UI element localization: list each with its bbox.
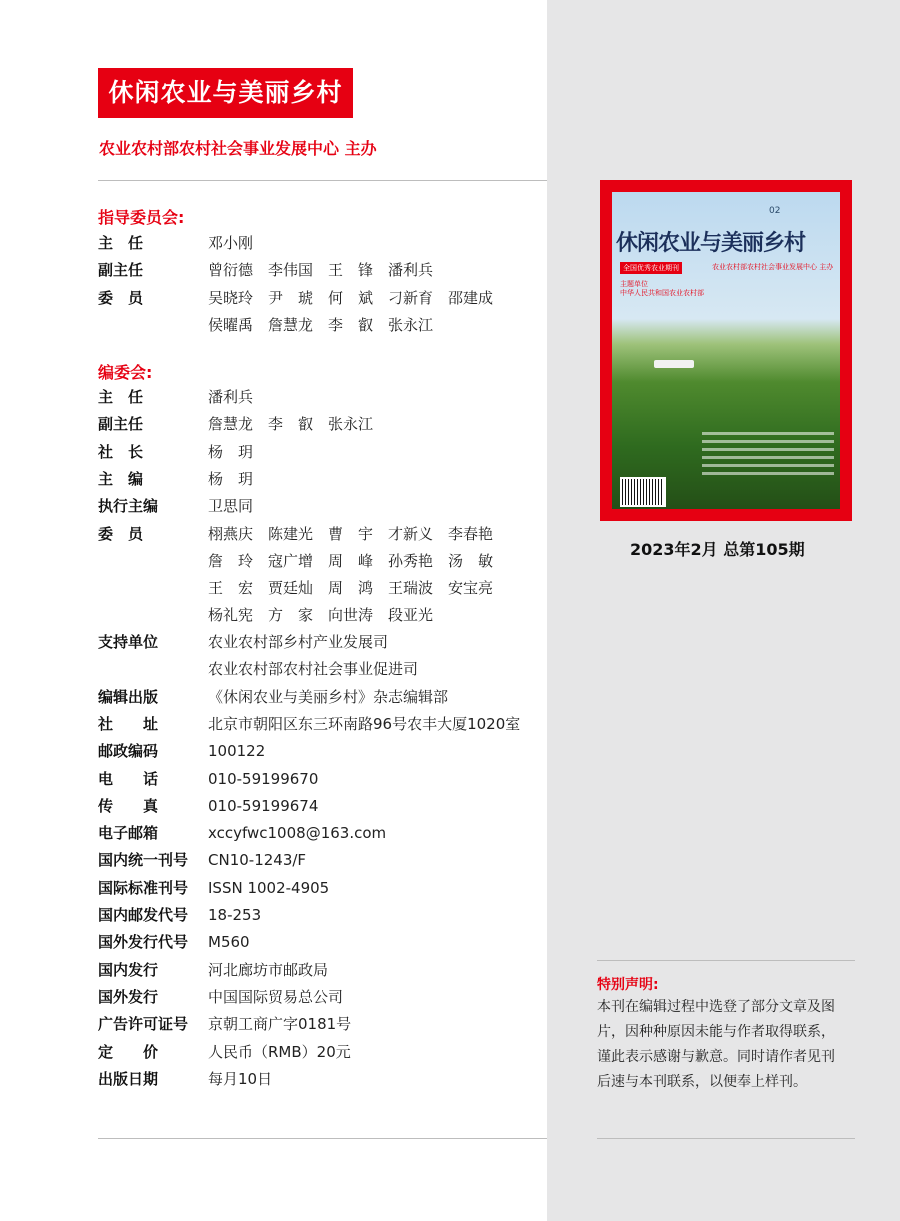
guidance-member-value: 邓小刚 [208,234,254,252]
publication-info-value: 人民币（RMB）20元 [208,1042,351,1061]
cover-image [600,180,852,521]
editorial-member-value: 杨礼宪 方 家 向世涛 段亚光 [208,606,434,625]
publication-info-label: 定 价 [98,1042,159,1061]
publication-info-label: 电 话 [98,769,159,788]
publication-info-value: 每月10日 [208,1069,273,1088]
publication-info-value: 京朝工商广字0181号 [208,1015,352,1034]
guidance-member-label: 委 员 [98,288,144,307]
notice-line: 谨此表示感谢与歉意。同时请作者见刊 [597,1049,835,1065]
publication-info-value: ISSN 1002-4905 [208,878,330,897]
publication-info-value: xccyfwc1008@163.com [208,824,387,843]
guidance-member-value: 侯曜禹 詹慧龙 李 叡 张永江 [208,315,434,334]
publication-info-label: 邮政编码 [98,742,159,761]
cover-contents-lines [702,432,834,480]
editorial-member-value: 卫思同 [208,497,254,516]
editorial-member-label: 主 任 [98,388,144,406]
publication-info-label: 国际标准刊号 [98,878,189,897]
publication-info-label: 社 址 [98,714,159,733]
notice-line: 片，因种种原因未能与作者取得联系， [597,1024,835,1040]
cover-badge: 全国优秀农业期刊 [620,262,682,274]
editorial-committee-heading: 编委会: [98,363,153,382]
publication-info-label: 出版日期 [98,1069,159,1088]
publication-info-value: 农业农村部农村社会事业促进司 [208,660,419,679]
publication-info-value: 010-59199674 [208,796,319,815]
notice-line: 后速与本刊联系，以便奉上样刊。 [597,1074,807,1090]
cover-unit-line2: 中华人民共和国农业农村部 [620,289,704,297]
editorial-member-value: 王 宏 贾廷灿 周 鸿 王瑞波 安宝亮 [208,579,494,598]
guidance-committee-heading: 指导委员会: [98,208,185,227]
publication-info-label: 广告许可证号 [98,1015,189,1034]
cover-issue-number: 02 [769,206,781,216]
publication-info-value: CN10-1243/F [208,851,307,870]
editorial-member-label: 副主任 [98,415,144,434]
cover-village-shape [654,360,694,368]
editorial-member-value: 潘利兵 [208,388,254,406]
editorial-member-value: 栩燕庆 陈建光 曹 宇 才新义 李春艳 [208,524,494,543]
cover-barcode [620,477,666,507]
cover-photo [612,192,840,509]
editorial-member-value: 詹慧龙 李 叡 张永江 [208,415,374,434]
notice-top-divider [597,960,855,961]
guidance-member-value: 吴晓玲 尹 琥 何 斌 刁新育 邵建成 [208,288,494,307]
guidance-member-value: 曾衍德 李伟国 王 锋 潘利兵 [208,261,434,280]
publication-info-value: 中国国际贸易总公司 [208,987,344,1006]
sponsor-line: 农业农村部农村社会事业发展中心 主办 [99,139,377,158]
publication-info-label: 支持单位 [98,633,159,651]
editorial-member-label: 社 长 [98,442,144,461]
publication-info-value: 河北廊坊市邮政局 [208,960,329,979]
publication-info-label: 国内邮发代号 [98,906,189,924]
bottom-divider-left [98,1138,547,1139]
editorial-member-label: 委 员 [98,524,144,543]
publication-info-value: 北京市朝阳区东三环南路96号农丰大厦1020室 [208,714,521,733]
editorial-member-value: 杨 玥 [208,442,254,461]
cover-unit-line1: 主题单位 [620,280,648,288]
editorial-member-label: 主 编 [98,469,144,488]
top-divider [98,180,547,181]
editorial-member-label: 执行主编 [98,497,159,516]
publication-info-label: 电子邮箱 [98,824,159,843]
cover-unit [620,280,704,298]
journal-title-banner: 休闲农业与美丽乡村 [98,68,353,118]
notice-line: 本刊在编辑过程中选登了部分文章及图 [597,999,835,1015]
publication-info-value: M560 [208,933,250,952]
guidance-member-label: 副主任 [98,261,144,280]
publication-info-value: 18-253 [208,906,262,924]
publication-info-label: 国内发行 [98,960,159,979]
notice-heading: 特别声明: [597,977,659,993]
publication-info-label: 国内统一刊号 [98,851,189,870]
notice-body [597,995,859,1095]
publication-info-value: 100122 [208,742,266,761]
guidance-member-label: 主 任 [98,234,144,252]
editorial-member-value: 杨 玥 [208,469,254,488]
publication-info-label: 国外发行代号 [98,933,189,952]
publication-info-value: 010-59199670 [208,769,319,788]
editorial-member-value: 詹 玲 寇广增 周 峰 孙秀艳 汤 敏 [208,551,494,570]
publication-info-label: 国外发行 [98,987,159,1006]
publication-info-label: 编辑出版 [98,687,159,706]
publication-info-value: 农业农村部乡村产业发展司 [208,633,389,651]
cover-title: 休闲农业与美丽乡村 [616,230,806,256]
publication-info-value: 《休闲农业与美丽乡村》杂志编辑部 [208,687,449,706]
notice-bottom-divider [597,1138,855,1139]
cover-sponsor: 农业农村部农村社会事业发展中心 主办 [712,263,834,271]
issue-date: 2023年2月 总第105期 [630,540,805,559]
publication-info-label: 传 真 [98,796,159,815]
